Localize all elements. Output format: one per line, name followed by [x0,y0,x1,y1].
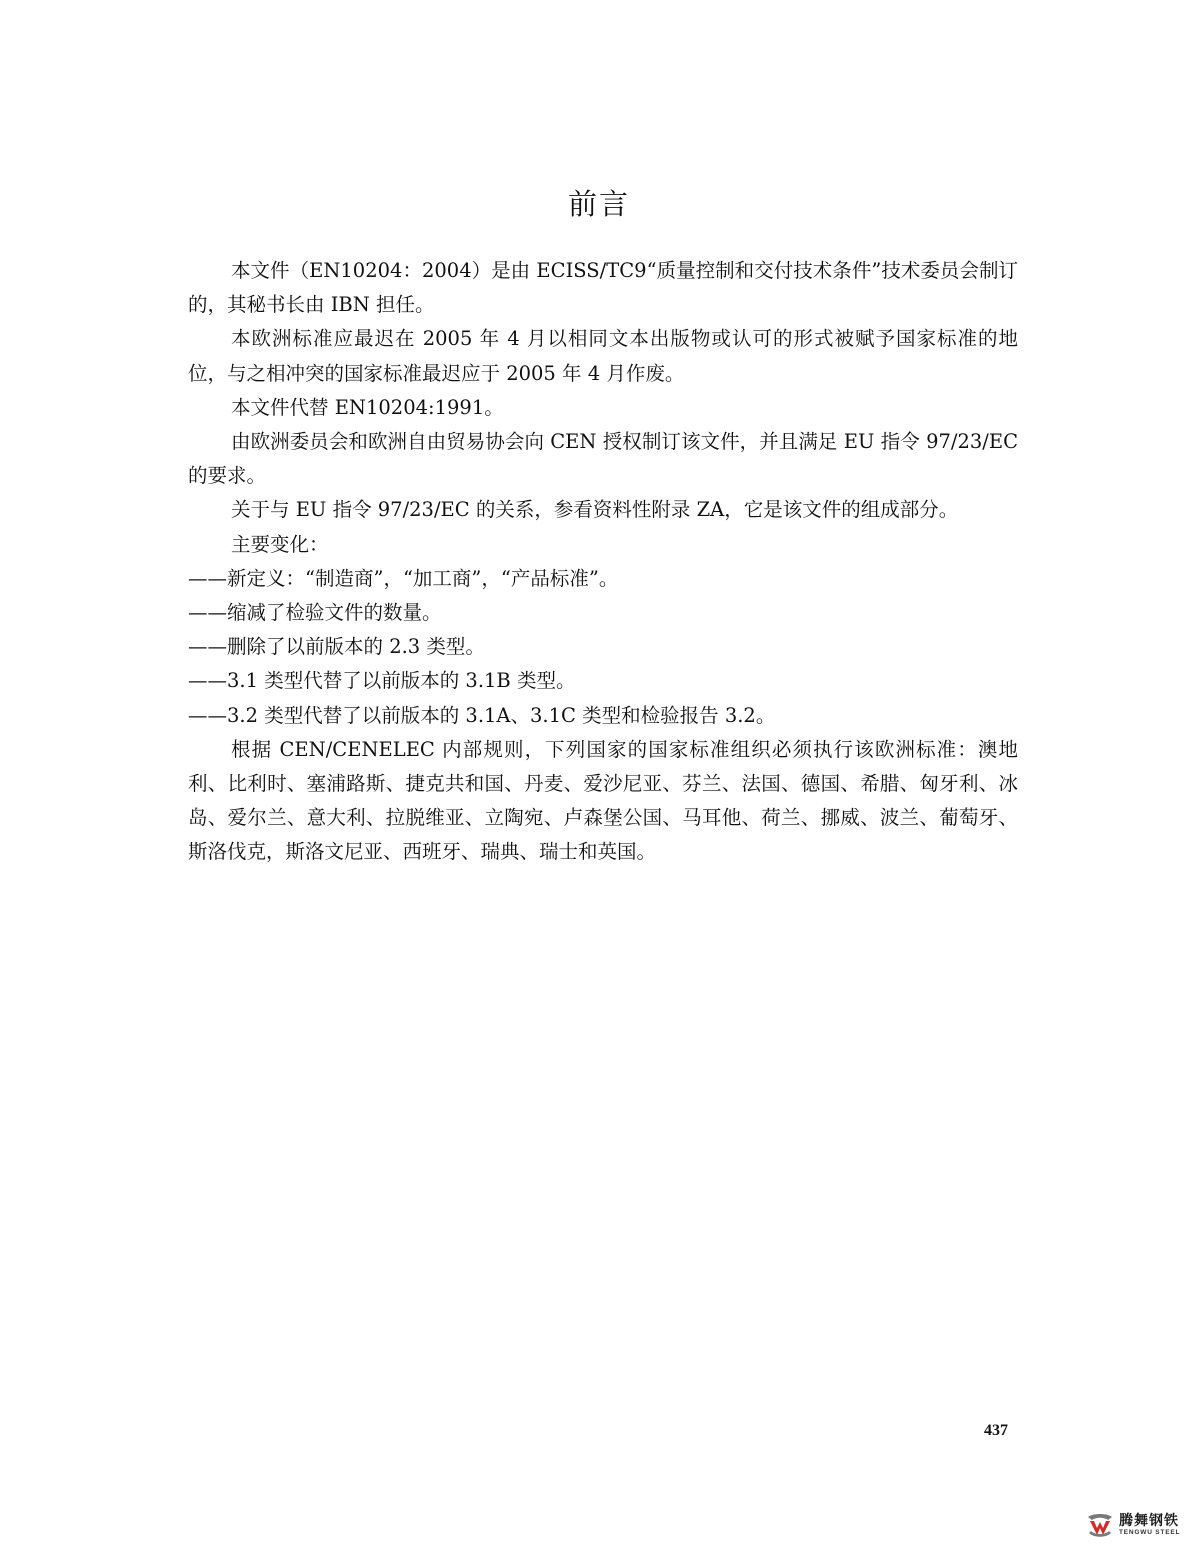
change-item-3: ——删除了以前版本的 2.3 类型。 [188,635,485,659]
paragraph-1: 本文件（EN10204：2004）是由 ECISS/TC9“质量控制和交付技术条件”技术委员会制订的，其秘书长由 IBN 担任。 [188,259,1018,317]
page-number: 437 [984,1422,1008,1439]
paragraph-2: 本欧洲标准应最迟在 2005 年 4 月以相同文本出版物或认可的形式被赋予国家标准的地位，与之相冲突的国家标准最迟应于 2005 年 4 月作废。 [188,327,1018,385]
change-item-4: ——3.1 类型代替了以前版本的 3.1B 类型。 [188,669,576,693]
logo-name-en: TENGWU STEEL [1119,1528,1181,1536]
document-body [188,254,1018,870]
paragraph-6: 主要变化： [231,532,329,556]
paragraph-countries: 根据 CEN/CENELEC 内部规则，下列国家的国家标准组织必须执行该欧洲标准：澳地利、比利时、塞浦路斯、捷克共和国、丹麦、爱沙尼亚、芬兰、法国、德国、希腊、匈牙利、冰岛、爱尔兰、意大利、拉脱维亚、立陶宛、卢森堡公国、马耳他、荷兰、挪威、波兰、葡萄牙、斯洛伐克，斯洛文尼亚、西班牙、瑞典、瑞士和英国。 [188,737,1018,864]
tengwu-logo-icon [1085,1511,1115,1539]
change-item-1: ——新定义：“制造商”，“加工商”，“产品标准”。 [188,566,619,590]
logo-name-cn: 腾舞钢铁 [1119,1512,1179,1529]
paragraph-5: 关于与 EU 指令 97/23/EC 的关系，参看资料性附录 ZA，它是该文件的组成部分。 [231,498,959,522]
logo-text [1119,1514,1180,1537]
page-title: 前言 [567,187,630,221]
change-item-2: ——缩减了检验文件的数量。 [188,601,442,625]
company-logo [1085,1510,1180,1540]
paragraph-3: 本文件代替 EN10204:1991。 [231,395,504,419]
paragraph-4: 由欧洲委员会和欧洲自由贸易协会向 CEN 授权制订该文件，并且满足 EU 指令 97/23/EC 的要求。 [188,430,1018,488]
change-item-5: ——3.2 类型代替了以前版本的 3.1A、3.1C 类型和检验报告 3.2。 [188,703,776,727]
